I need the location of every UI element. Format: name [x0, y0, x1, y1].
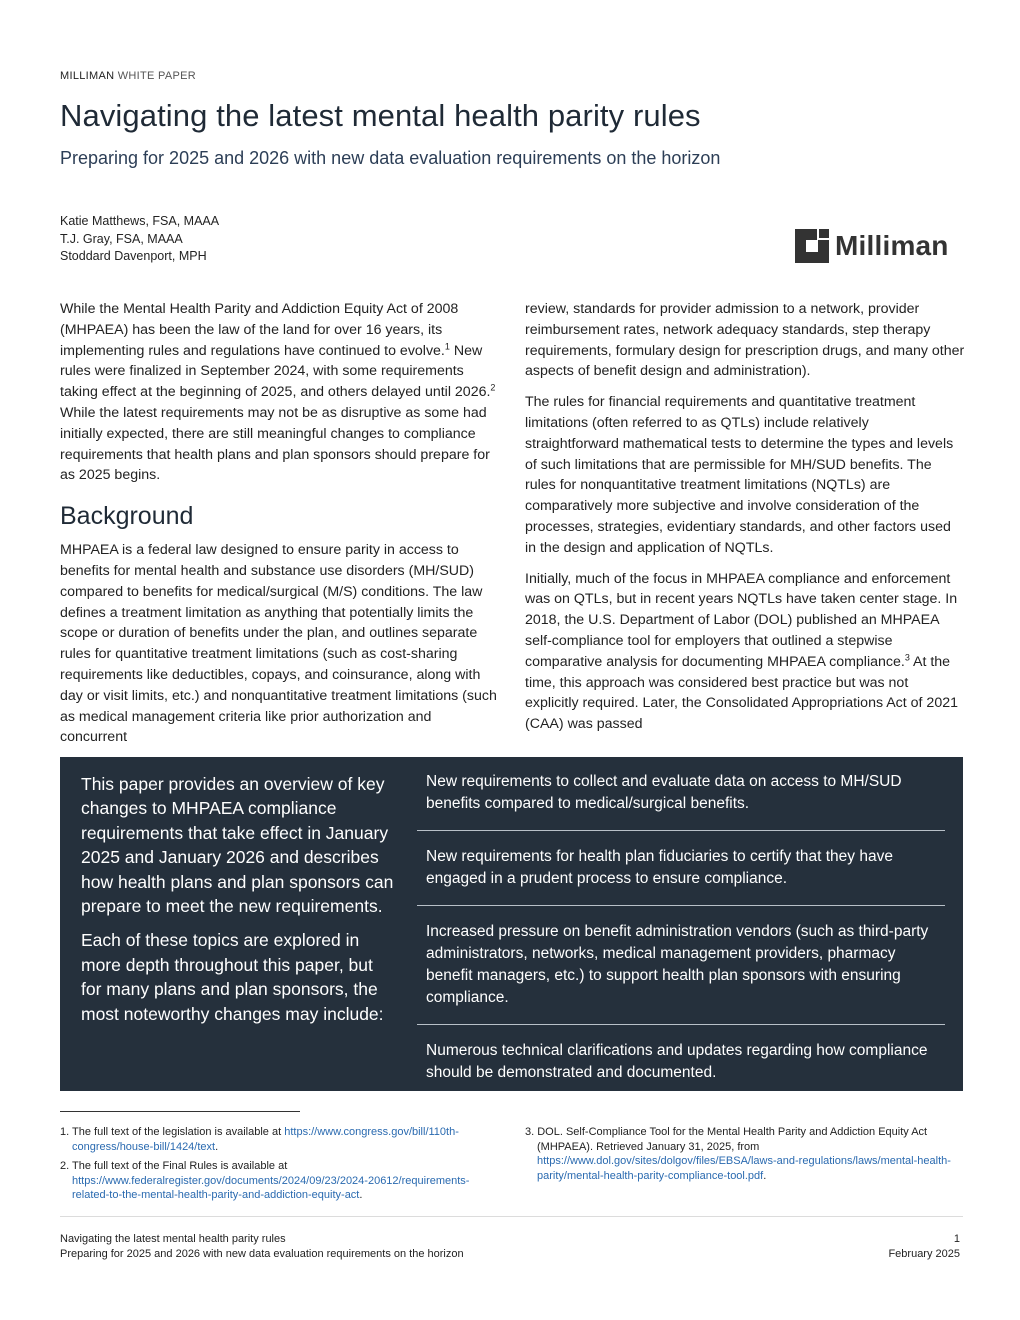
background-heading: Background: [60, 502, 194, 531]
page-title: Navigating the latest mental health parity rules: [60, 98, 701, 133]
footnote-ref-2[interactable]: 2: [490, 382, 496, 393]
footnote-divider: [60, 1111, 300, 1112]
callout-item: New requirements to collect and evaluate data on access to MH/SUD benefits compared to medical/surgical benefits.: [417, 771, 945, 831]
footnotes-left: [60, 1125, 500, 1208]
footnote-2-link[interactable]: https://www.federalregister.gov/documents/2024/09/23/2024-20612/requirements-related-to-the-mental-health-parity-and-addiction-equity-act: [72, 1174, 470, 1201]
series-brand: MILLIMAN: [60, 70, 115, 82]
callout-intro: [81, 772, 396, 1036]
summary-callout: [60, 757, 963, 1091]
milliman-logo-icon: [795, 229, 829, 263]
initially-paragraph: [525, 569, 965, 735]
callout-item: Increased pressure on benefit administration vendors (such as third-party administrators, networks, medical management providers, pharmacy benefit managers, etc.) to support health plan sponsors with ensuring compliance.: [417, 921, 945, 1025]
qtl-paragraph: The rules for financial requirements and quantitative treatment limitations (often referred to as QTLs) include relatively straightforward mathematical tests to determine the types and levels of such limitations that are permissible for MH/SUD benefits. The rules for nonquantitative treatment limitations (NQTLs) are comparatively more subjective and involve consideration of the processes, strategies, evidentiary standards, and other factors used in the design and application of NQTLs.: [525, 394, 954, 556]
body-column-right: [525, 299, 965, 745]
footnote-1: 1. The full text of the legislation is available at https://www.congress.gov/bill/110th-congress/house-bill/1424/text.: [60, 1126, 459, 1153]
footnote-ref-1[interactable]: 1: [444, 340, 450, 351]
milliman-logo: [795, 227, 965, 265]
footnote-3-link[interactable]: https://www.dol.gov/sites/dolgov/files/EBSA/laws-and-regulations/laws/mental-health-parity/mental-health-parity-compliance-tool.pdf: [537, 1155, 951, 1182]
page-number: 1: [953, 1233, 960, 1245]
author-1: Katie Matthews, FSA, MAAA: [60, 214, 220, 228]
body-column-left: [60, 299, 500, 746]
footer-subtitle: Preparing for 2025 and 2026 with new data evaluation requirements on the horizon: [60, 1247, 464, 1260]
intro-paragraph: [60, 299, 500, 486]
page-subtitle: Preparing for 2025 and 2026 with new data evaluation requirements on the horizon: [60, 148, 721, 168]
milliman-logo-text: Milliman: [835, 230, 949, 261]
series-type: WHITE PAPER: [117, 70, 196, 82]
footer-left: [60, 1232, 464, 1261]
footer-divider: [60, 1216, 963, 1217]
author-list: [60, 213, 219, 266]
callout-intro-p1: This paper provides an overview of key changes to MHPAEA compliance requirements that take effect in January 2025 and January 2026 and describes how health plans and plan sponsors can prepare to meet the new requirements.: [81, 774, 394, 917]
intro-text-3: While the latest requirements may not be as disruptive as some had initially expected, there are still meaningful changes to compliance requirements that health plans and plan sponsors should prepare for as 2025 begins.: [60, 404, 490, 484]
callout-item: Numerous technical clarifications and updates regarding how compliance should be demonstrated and documented.: [426, 1042, 928, 1081]
initially-text-1: Initially, much of the focus in MHPAEA compliance and enforcement was on QTLs, but in recent years NQTLs have taken center stage. In 2018, the U.S. Department of Labor (DOL) published an MHPAEA self-compliance tool for employers that outlined a stepwise comparative analysis for documenting MHPAEA compliance.: [525, 570, 958, 670]
footnotes-right: [525, 1125, 965, 1188]
footnote-2: 2. The full text of the Final Rules is available at https://www.federalregister.gov/documents/2024/09/23/2024-20612/requirements-related-to-the-mental-health-parity-and-addiction-equity-act.: [60, 1160, 470, 1201]
background-paragraph: MHPAEA is a federal law designed to ensure parity in access to benefits for mental health and substance use disorders (MH/SUD) compared to benefits for medical/surgical (M/S) conditions. The law defines a treatment limitation as anything that potentially limits the scope or duration of benefits under the plan, and outlines separate rules for quantitative treatment limitations (such as cost-sharing requirements like deductibles, copays, and coinsurance, along with day or visit limits, etc.) and nonquantitative treatment limitations (such as medical management criteria like prior authorization and concurrent: [60, 542, 497, 746]
footer-title: Navigating the latest mental health parity rules: [60, 1233, 286, 1245]
footnote-3: 3. DOL. Self-Compliance Tool for the Mental Health Parity and Addiction Equity Act (MHPAEA). Retrieved January 31, 2025, from https://www.dol.gov/sites/dolgov/files/EBSA/laws-and-regulations/laws/mental-health-parity/mental-health-parity-compliance-tool.pdf.: [525, 1126, 951, 1182]
callout-intro-p2: Each of these topics are explored in more depth throughout this paper, but for many plans and plan sponsors, the most noteworthy changes may include:: [81, 930, 384, 1024]
footnote-ref-3[interactable]: 3: [904, 652, 910, 663]
footnote-1-link[interactable]: https://www.congress.gov/bill/110th-congress/house-bill/1424/text: [72, 1126, 459, 1153]
background-paragraph-continued: review, standards for provider admission to a network, provider reimbursement rates, network adequacy standards, step therapy requirements, formulary design for prescription drugs, and many other aspects of benefit design and administration).: [525, 301, 965, 380]
footer-right: [888, 1232, 960, 1261]
author-3: Stoddard Davenport, MPH: [60, 249, 207, 263]
intro-text-1: While the Mental Health Parity and Addiction Equity Act of 2008 (MHPAEA) has been the law of the land for over 16 years, its implementing rules and regulations have continued to evolve.: [60, 301, 459, 359]
initially-text-2: At the time, this approach was considered best practice but was not explicitly required. Later, the Consolidated Appropriations Act of 2021 (CAA) was passed: [525, 653, 958, 733]
callout-list: [417, 771, 945, 1099]
series-label: [60, 70, 196, 82]
intro-text-2: New rules were finalized in September 2024, with some requirements taking effect at the beginning of 2025, and others delayed until 2026.: [60, 342, 491, 401]
author-2: T.J. Gray, FSA, MAAA: [60, 231, 183, 246]
callout-item: New requirements for health plan fiduciaries to certify that they have engaged in a prudent process to ensure compliance.: [417, 846, 945, 906]
footer-date: February 2025: [888, 1247, 960, 1260]
